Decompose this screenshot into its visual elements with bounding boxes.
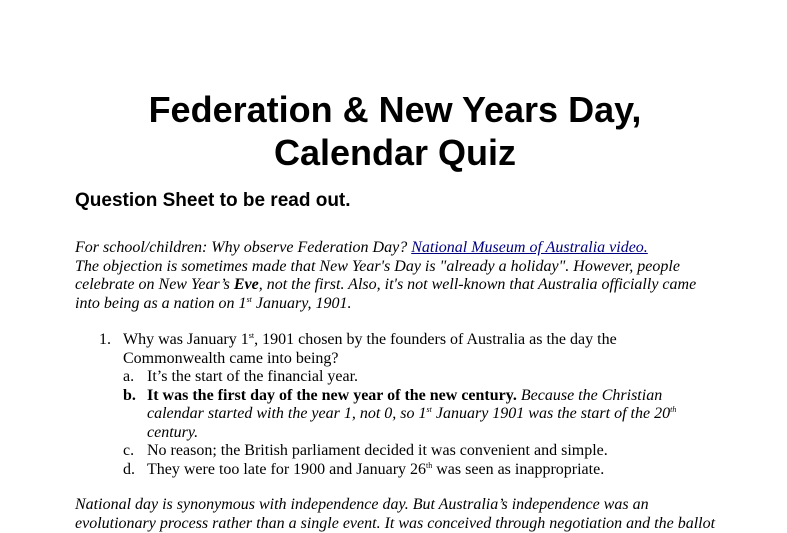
- question-1-text: [75, 331, 715, 368]
- intro-eve: Eve: [233, 276, 259, 293]
- option-d: [75, 461, 715, 480]
- intro-lead: For school/children: Why observe Federation Day?: [75, 239, 412, 256]
- question-1: [75, 331, 715, 479]
- option-letter: a.: [123, 368, 135, 385]
- museum-video-link[interactable]: National Museum of Australia video.: [411, 239, 648, 256]
- option-letter: c.: [123, 442, 135, 459]
- option-b-explanation-a: Because the Christian calendar started with the year 1, not 0, so 1: [147, 386, 663, 422]
- option-b-explanation-c: century.: [147, 423, 199, 441]
- page-title: [0, 88, 787, 174]
- option-letter: d.: [123, 460, 135, 478]
- intro-text-1: The objection is sometimes made that New Year's Day is "already a holiday". However, people celebrate on New Year’s: [75, 257, 680, 293]
- option-a: [75, 368, 715, 387]
- option-b-sup-2: th: [670, 405, 677, 414]
- option-d-text-a: They were too late for 1900 and January 26: [147, 460, 427, 478]
- closing-line-1: National day is synonymous with independence day. But Australia’s independence was an: [75, 496, 649, 513]
- intro-paragraph: [75, 239, 715, 313]
- closing-paragraph: [75, 496, 735, 533]
- title-line-1: Federation & New Years Day,: [148, 89, 642, 130]
- question-sup: st: [248, 331, 255, 340]
- intro-text-3: January, 1901.: [251, 294, 352, 312]
- option-text: It’s the start of the financial year.: [147, 368, 359, 385]
- option-text: No reason; the British parliament decided it was convenient and simple.: [147, 442, 608, 459]
- option-d-text-b: was seen as inappropriate.: [432, 460, 605, 478]
- option-d-sup: th: [426, 460, 433, 470]
- option-b-explanation-b: January 1901 was the start of the 20: [431, 405, 671, 422]
- question-text-b: , 1901 chosen by the founders of Australia as the day the Commonwealth came into being?: [123, 331, 617, 367]
- title-line-2: Calendar Quiz: [273, 132, 517, 173]
- intro-sup: st: [246, 294, 252, 304]
- question-text-a: Why was January 1: [123, 331, 249, 348]
- option-b: [75, 387, 715, 443]
- option-b-sup-1: st: [426, 405, 432, 414]
- subtitle: Question Sheet to be read out.: [75, 190, 351, 211]
- option-c: [75, 442, 715, 461]
- option-letter: b.: [123, 386, 136, 404]
- intro-text-2: , not the first. Also, it's not well-known that Australia officially came into being as a nation on 1: [75, 276, 697, 312]
- question-number: 1.: [99, 331, 111, 348]
- option-b-answer: It was the first day of the new year of the new century.: [147, 386, 517, 404]
- closing-line-2: evolutionary process rather than a single event. It was conceived through negotiation and the ballot: [75, 514, 716, 532]
